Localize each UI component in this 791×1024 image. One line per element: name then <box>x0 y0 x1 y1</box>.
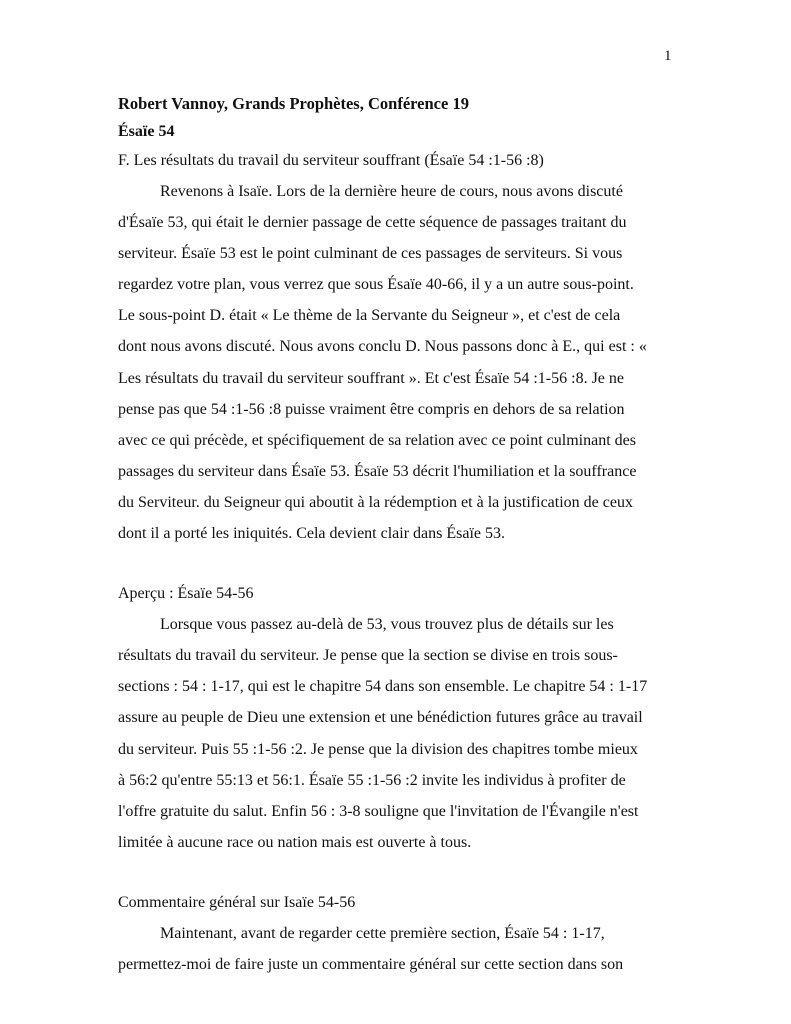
paragraph-line: du Serviteur. du Seigneur qui aboutit à la rédemption et à la justification de ceux <box>118 493 633 511</box>
paragraph-line: assure au peuple de Dieu une extension et une bénédiction futures grâce au travail <box>118 709 643 727</box>
apercu-heading: Aperçu : Ésaïe 54-56 <box>118 585 254 603</box>
page-number: 1 <box>664 48 672 64</box>
apercu-paragraph <box>118 609 674 858</box>
paragraph-line: Le sous-point D. était « Le thème de la Servante du Seigneur », et c'est de cela <box>118 307 621 325</box>
document-subtitle: Ésaïe 54 <box>118 123 175 140</box>
document-body <box>118 90 674 980</box>
paragraph-line: du serviteur. Puis 55 :1-56 :2. Je pense que la division des chapitres tombe mieux <box>118 740 638 758</box>
section-spacer <box>118 858 674 888</box>
paragraph-line: permettez-moi de faire juste un commentaire général sur cette section dans son <box>118 955 624 973</box>
section-f-heading: F. Les résultats du travail du serviteur souffrant (Ésaïe 54 :1-56 :8) <box>118 152 544 169</box>
paragraph-line: d'Ésaïe 53, qui était le dernier passage de cette séquence de passages traitant du <box>118 214 627 232</box>
paragraph-line: serviteur. Ésaïe 53 est le point culminant de ces passages de serviteurs. Si vous <box>118 245 623 263</box>
paragraph-line: passages du serviteur dans Ésaïe 53. Ésaïe 53 décrit l'humiliation et la souffrance <box>118 462 637 480</box>
paragraph-line: regardez votre plan, vous verrez que sous Ésaïe 40-66, il y a un autre sous-point. <box>118 276 634 294</box>
paragraph-line: avec ce qui précède, et spécifiquement de sa relation avec ce point culminant des <box>118 431 636 449</box>
section-spacer <box>118 549 674 579</box>
paragraph-line: Lorsque vous passez au-delà de 53, vous trouvez plus de détails sur les <box>160 616 614 634</box>
document-title: Robert Vannoy, Grands Prophètes, Conférence 19 <box>118 94 469 113</box>
paragraph-line: Revenons à Isaïe. Lors de la dernière heure de cours, nous avons discuté <box>160 183 623 200</box>
paragraph-line: pense pas que 54 :1-56 :8 puisse vraiment être compris en dehors de sa relation <box>118 400 625 418</box>
paragraph-line: l'offre gratuite du salut. Enfin 56 : 3-8 souligne que l'invitation de l'Évangile n'est <box>118 802 639 820</box>
paragraph-line: résultats du travail du serviteur. Je pense que la section se divise en trois sous- <box>118 647 618 665</box>
paragraph-line: à 56:2 qu'entre 55:13 et 56:1. Ésaïe 55 :1-56 :2 invite les individus à profiter de <box>118 771 626 789</box>
section-f-paragraph <box>118 176 674 549</box>
paragraph-line: dont il a porté les iniquités. Cela devient clair dans Ésaïe 53. <box>118 525 506 543</box>
paragraph-line: Maintenant, avant de regarder cette première section, Ésaïe 54 : 1-17, <box>160 924 605 942</box>
paragraph-line: limitée à aucune race ou nation mais est ouverte à tous. <box>118 833 472 851</box>
commentaire-heading: Commentaire général sur Isaïe 54-56 <box>118 893 356 911</box>
paragraph-line: Les résultats du travail du serviteur souffrant ». Et c'est Ésaïe 54 :1-56 :8. Je ne <box>118 369 625 387</box>
commentaire-paragraph <box>118 918 674 980</box>
paragraph-line: dont nous avons discuté. Nous avons conclu D. Nous passons donc à E., qui est : « <box>118 338 647 356</box>
paragraph-line: sections : 54 : 1-17, qui est le chapitre 54 dans son ensemble. Le chapitre 54 : 1-17 <box>118 678 648 696</box>
